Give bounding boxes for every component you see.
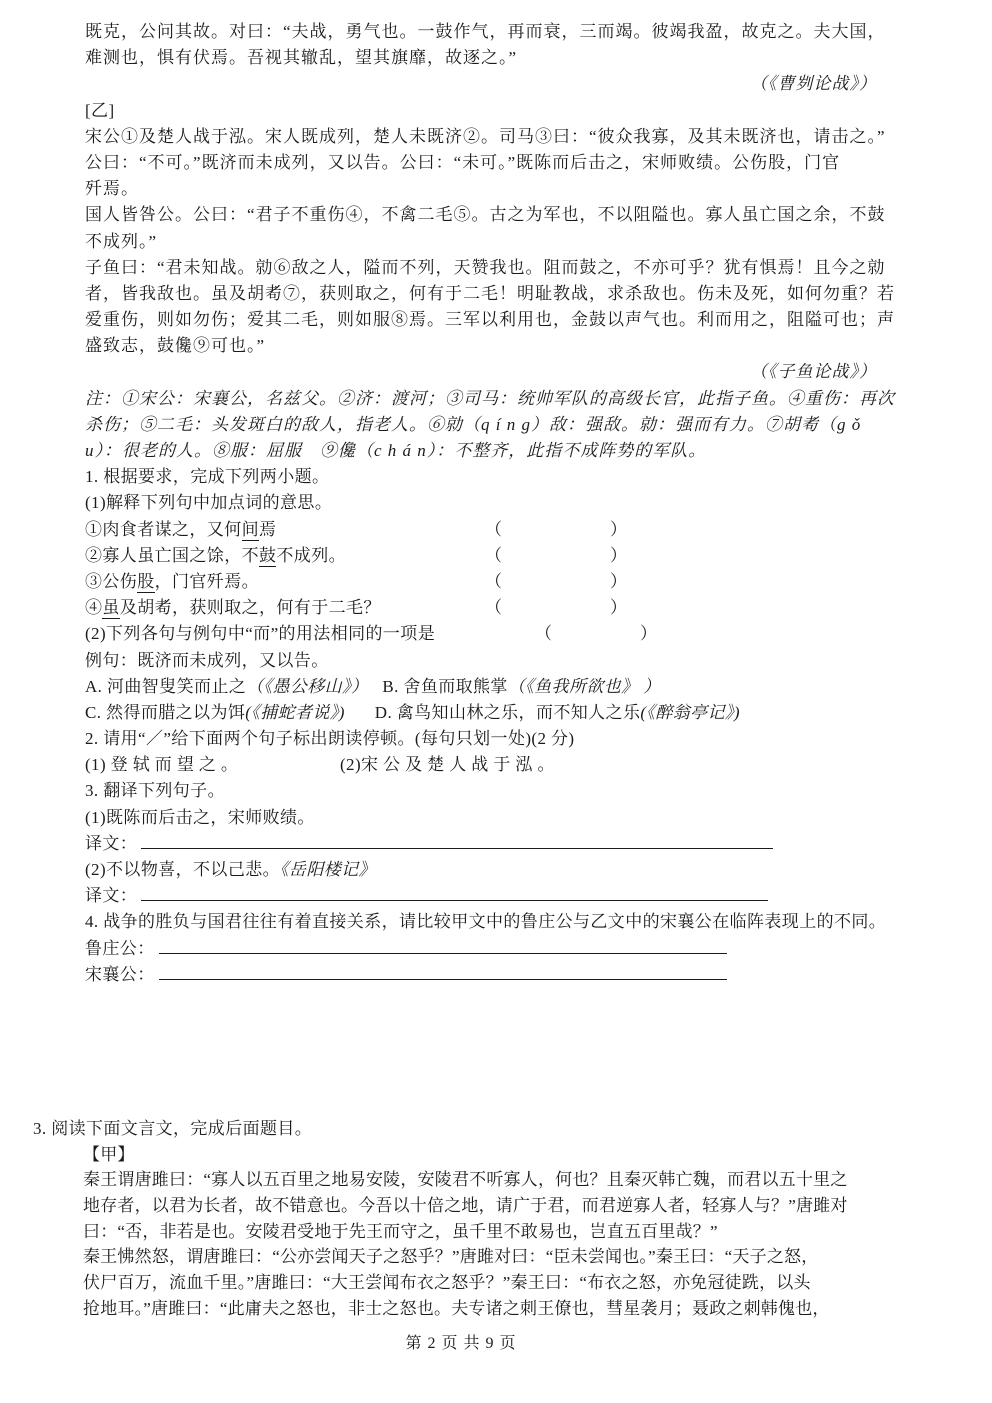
passage-line: 者，皆我敌也。虽及胡耇⑦，获则取之，何有于二毛！明耻教战，求杀敌也。伤未及死，如何勿重？若 (85, 283, 895, 303)
duke-lu-label: 鲁庄公： (85, 938, 155, 958)
option-b-text: B. 舍鱼而取熊掌 (382, 676, 508, 696)
option-c-text: C. 然得而腊之以为饵 (85, 702, 246, 722)
q3-sentence-2-source: 《岳阳楼记》 (280, 860, 376, 879)
q3-sentence-2-text: (2)不以物喜，不以己悲。 (85, 860, 281, 879)
passage-yi-label: [乙] (85, 100, 115, 120)
q4-answer-line-1 (85, 936, 907, 962)
passage2-body (33, 1167, 938, 1321)
q1-item-4-pre: ④ (85, 598, 103, 618)
answer-paren-close: ） (610, 598, 628, 618)
question-1-sub1-heading: (1)解释下列句中加点词的意思。 (85, 493, 333, 513)
question-1-sub2 (85, 621, 907, 647)
option-d-source: (《醉翁亭记》) (640, 702, 740, 722)
passage-line: 秦王怫然怒，谓唐雎曰：“公亦尝闻天子之怒乎？”唐雎对曰：“臣未尝闻也。”秦王曰：“天子之怒， (83, 1247, 819, 1267)
translation-label: 译文： (85, 886, 138, 906)
passage-line: 公曰：“不可。”既济而未成列，又以告。公曰：“未可。”既陈而后击之，宋师败绩。公伤股，门官 (85, 152, 841, 172)
passage-line: 盛致志，鼓儳⑨可也。” (85, 336, 266, 356)
question-4-heading: 4. 战争的胜负与国君往往有着直接关系，请比较甲文中的鲁庄公与乙文中的宋襄公在临阵表现上的不同。 (85, 912, 887, 932)
q1-item-2 (85, 543, 907, 569)
note-line: 杀伤；⑤二毛：头发斑白的敌人，指老人。⑥勍（q í n g）敌：强敌。勍：强而有力。⑦胡耇（g ǒ (85, 414, 862, 434)
q1-item-2-post: 不成列。 (276, 545, 347, 565)
q1-sub2-text: (2)下列各句与例句中“而”的用法相同的一项是 (85, 624, 436, 644)
answer-paren-open: （ (485, 598, 503, 618)
q1-item-3-post: ，门官歼焉。 (154, 571, 260, 591)
q1-item-4-underlined-word2: 虽 (102, 598, 120, 618)
q3-answer-line-2 (85, 883, 907, 909)
translation-label: 译文： (85, 833, 138, 853)
passage-yi-source: （《子鱼论战》） (750, 362, 877, 382)
answer-paren-open: （ (535, 624, 553, 644)
q1-options-ab (85, 674, 907, 700)
q3-sentence-2 (85, 857, 907, 883)
passage-line: 曰：“否，非若是也。安陵君受地于先王而守之，虽千里不敢易也，岂直五百里哉？” (83, 1221, 718, 1241)
passage-line: 秦王谓唐雎曰：“寡人以五百里之地易安陵，安陵君不听寡人，何也？且秦灭韩亡魏，而君以五十里之 (83, 1170, 848, 1190)
passage-line: 歼焉。 (85, 179, 139, 199)
question-3-passage-heading: 3. 阅读下面文言文，完成后面题目。 (33, 1119, 313, 1138)
option-d-text: D. 禽鸟知山林之乐，而不知人之乐 (374, 702, 641, 722)
q2-sentence-1: (1) 登 轼 而 望 之 。 (85, 755, 239, 775)
q4-answer-line-2 (85, 962, 907, 988)
page-number-footer: 第 2 页 共 9 页 (405, 1335, 517, 1352)
passage-yi (85, 124, 907, 255)
option-a-source: （《愚公移山》） (246, 676, 369, 696)
q1-item-1-pre: ①肉食者谋之，又何 (85, 519, 242, 539)
note-line: 注：①宋公：宋襄公，名兹父。②济：渡河；③司马：统帅军队的高级长官，此指子鱼。④重伤：再次 (85, 388, 895, 408)
section-passage2-reading (33, 1116, 938, 1322)
q1-item-3 (85, 569, 907, 595)
passage-jia-end (85, 19, 907, 71)
option-c-source: (《捕蛇者说》) (245, 702, 345, 722)
passage-line: 国人皆咎公。公曰：“君子不重伤④，不禽二毛⑤。古之为军也，不以阻隘也。寡人虽亡国之余，不鼓 (85, 205, 886, 225)
q1-item-4-post: 及胡耇，获则取之，何有于二毛？ (119, 598, 381, 618)
answer-blank-underline (141, 885, 768, 901)
answer-blank-underline (159, 964, 727, 980)
passage-notes (85, 386, 907, 465)
question-1-heading: 1. 根据要求，完成下列两小题。 (85, 467, 330, 487)
q1-item-3-pre: ③公伤 (85, 571, 138, 591)
answer-paren-close: ） (610, 519, 628, 539)
answer-paren-open: （ (485, 545, 503, 565)
passage-line: 难测也，惧有伏焉。吾视其辙乱，望其旗靡，故逐之。” (85, 48, 518, 68)
answer-blank-underline (159, 938, 727, 954)
answer-paren-close: ） (640, 624, 658, 644)
duke-song-label: 宋襄公： (85, 964, 155, 984)
q3-answer-line-1 (85, 831, 907, 857)
answer-paren-open: （ (485, 519, 503, 539)
answer-paren-close: ） (610, 571, 628, 591)
q2-sentence-2: (2)宋 公 及 楚 人 战 于 泓 。 (340, 755, 555, 775)
q1-item-3-underlined-word: 股 (137, 571, 155, 591)
passage-line: 伏尸百万，流血千里。”唐雎曰：“大王尝闻布衣之怒乎？”秦王曰：“布衣之怒，亦免冠徒跣，以头 (83, 1273, 811, 1293)
q1-item-1-underlined-word: 间 (241, 519, 260, 539)
note-line: u）：很老的人。⑧服：屈服 ⑨儳（c h á n）：不整齐，此指不成阵势的军队。 (85, 441, 707, 460)
question-3-heading: 3. 翻译下列句子。 (85, 781, 225, 801)
passage-line: 既克，公问其故。对曰：“夫战，勇气也。一鼓作气，再而衰，三而竭。彼竭我盈，故克之。夫大国， (85, 22, 886, 41)
passage-line: 宋公①及楚人战于泓。宋人既成列，楚人未既济②。司马③曰：“彼众我寡，及其未既济也，请击之。” (85, 126, 886, 146)
q1-item-2-pre: ②寡人虽亡国之馀，不 (85, 545, 259, 565)
question-2-sentences (85, 752, 907, 778)
passage-line: 不成列。” (85, 231, 158, 251)
passage-line: 抢地耳。”唐雎曰：“此庸夫之怒也，非士之怒也。夫专诸之刺王僚也，彗星袭月；聂政之刺韩傀也， (83, 1298, 830, 1318)
q1-options-cd (85, 700, 907, 726)
passage2-jia-label: 【甲】 (83, 1144, 135, 1164)
option-b-source: （《鱼我所欲也》 ） (507, 676, 661, 696)
answer-paren-close: ） (610, 545, 628, 565)
passage-ziyu (85, 255, 907, 360)
q1-item-4 (85, 595, 907, 621)
question-2-heading: 2. 请用“／”给下面两个句子标出朗读停顿。(每句只划一处)(2 分) (85, 729, 575, 749)
option-a-text: A. 河曲智叟笑而止之 (85, 676, 247, 696)
passage-line: 爱重伤，则如勿伤；爱其二毛，则如服⑧焉。三军以利用也，金鼓以声气也。利而用之，阻隘可也；声 (85, 310, 895, 330)
q3-sentence-1: (1)既陈而后击之，宋师败绩。 (85, 807, 315, 827)
q1-example-sentence: 例句：既济而未成列，又以告。 (85, 650, 329, 670)
answer-blank-underline (141, 833, 773, 849)
section-passage-reading (85, 19, 907, 988)
q1-item-1 (85, 517, 907, 543)
passage-line: 子鱼曰：“君未知战。勍⑥敌之人，隘而不列，天赞我也。阻而鼓之，不亦可乎？犹有惧焉！且今之勍 (85, 257, 886, 277)
answer-paren-open: （ (485, 571, 503, 591)
q1-item-2-underlined-word: 鼓 (259, 545, 277, 565)
passage-jia-source: （《曹刿论战》） (750, 74, 877, 94)
passage-line: 地存者，以君为长者，故不错意也。今吾以十倍之地，请广于君，而君逆寡人者，轻寡人与？”唐雎对 (83, 1196, 848, 1216)
q1-item-1-post: 焉 (259, 519, 277, 539)
